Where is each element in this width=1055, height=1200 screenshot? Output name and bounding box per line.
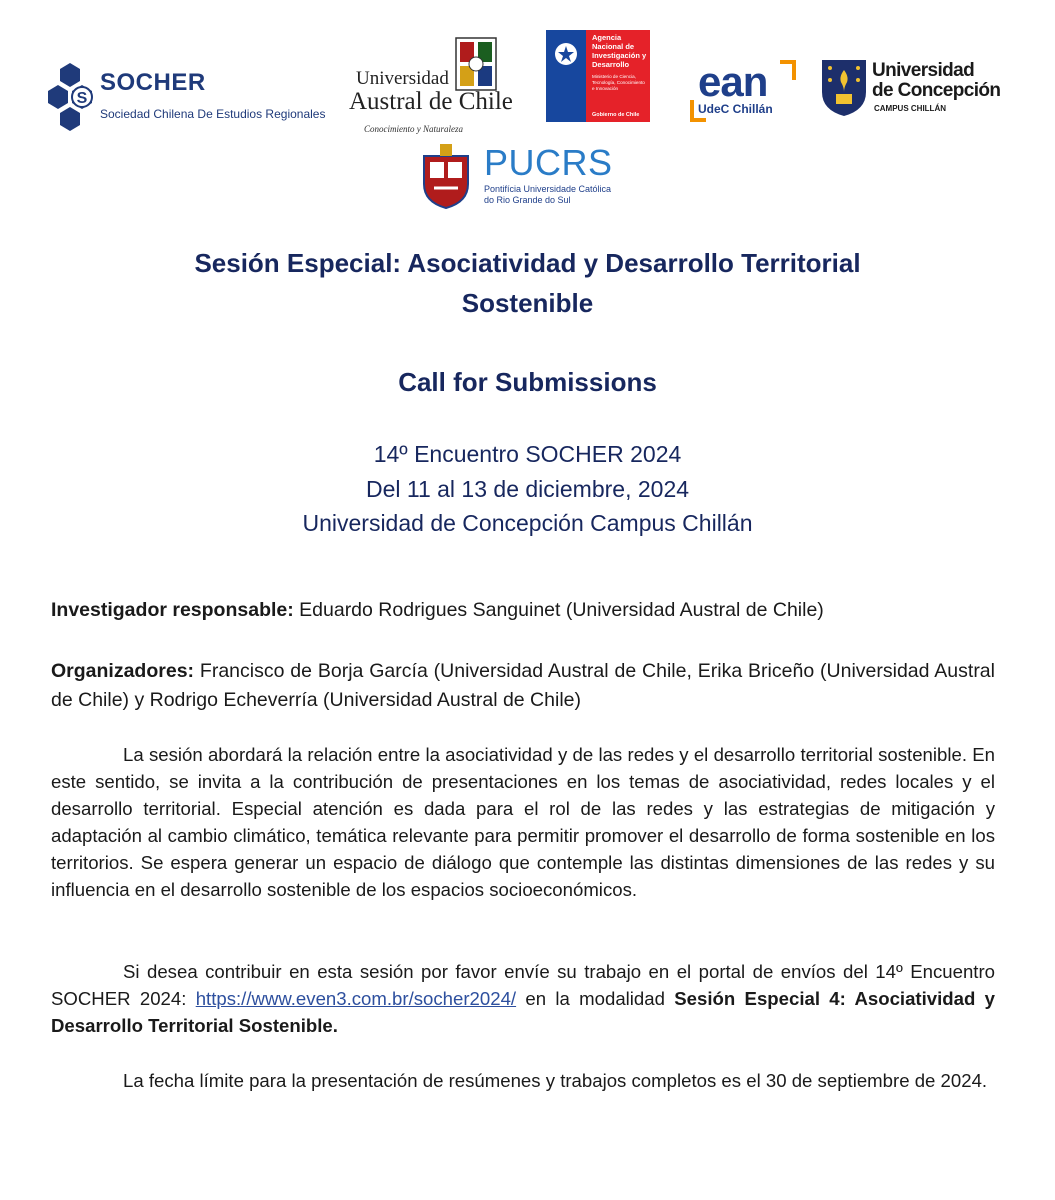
pucrs-line2: do Rio Grande do Sul: [484, 195, 571, 205]
socher-name: SOCHER: [100, 69, 206, 96]
uach-line1: Universidad: [356, 68, 449, 89]
chile-coat-of-arms-icon: [546, 34, 586, 74]
ean-logo: [688, 58, 798, 128]
socher-subtitle: Sociedad Chilena De Estudios Regionales: [100, 107, 326, 121]
event-venue: Universidad de Concepción Campus Chillán: [302, 510, 753, 536]
anid-ministry: Ministerio de Ciencia, Tecnología, Conocimiento e Innovación: [592, 74, 645, 91]
responsible-value: Eduardo Rodrigues Sanguinet (Universidad Austral de Chile): [293, 599, 824, 621]
submission-modality-text: en la modalidad: [516, 988, 675, 1009]
pucrs-text: PUCRS: [484, 142, 613, 183]
submission-portal-link[interactable]: https://www.even3.com.br/socher2024/: [195, 988, 517, 1009]
anid-title: Agencia Nacional de Investigación y Desarrollo: [592, 33, 647, 69]
event-dates: Del 11 al 13 de diciembre, 2024: [365, 476, 690, 502]
submission-text: Si desea contribuir en esta sesión por favor envíe su trabajo en el portal de envíos del 14º Encuentro SOCHER 2024:: [51, 961, 995, 1009]
logo-header: [0, 30, 1055, 134]
uach-line2: Austral de Chile: [349, 88, 513, 115]
description-paragraph: La sesión abordará la relación entre la asociatividad y de las redes y el desarrollo territorial sostenible. En este sentido, se invita a la contribución de presentaciones en los temas de asociatividad, redes locales y el desarrollo territorial. Especial atención es dada para el rol de las redes y las estrategias de mitigación y adaptación al cambio climático, temática relevante para permitir promover el desarrollo de forma sostenible en los territorios. Se espera generar un espacio de diálogo que contemple las distintas dimensiones de las redes y su influencia en el desarrollo sostenible de los espacios socioeconómicos.: [51, 744, 995, 900]
anid-blue-bar: [546, 30, 586, 122]
responsible-label: Investigador responsable:: [51, 599, 294, 621]
pucrs-line1: Pontifícia Universidade Católica: [484, 184, 612, 194]
uach-crest-icon: [454, 36, 498, 94]
submission-paragraph: [51, 958, 995, 1039]
organizers: [51, 657, 995, 715]
pucrs-crest-icon: [418, 142, 474, 210]
anid-logo: [546, 30, 650, 122]
socher-logo: [48, 63, 328, 133]
ean-text: ean: [698, 58, 768, 105]
udec-campus: CAMPUS CHILLÁN: [874, 104, 946, 113]
udec-line2: de Concepción: [872, 80, 1001, 101]
pucrs-logo: [418, 142, 628, 212]
udec-line1: Universidad: [872, 60, 975, 81]
organizers-value: Francisco de Borja García (Universidad Austral de Chile, Erika Briceño (Universidad Austral de Chile) y Rodrigo Echeverría (Universidad Austral de Chile): [51, 660, 995, 711]
organizers-label: Organizadores:: [51, 660, 195, 682]
session-title-line1: Sesión Especial: Asociatividad y Desarrollo Territorial: [194, 248, 861, 278]
deadline-paragraph: La fecha límite para la presentación de resúmenes y trabajos completos es el 30 de septiembre de 2024.: [123, 1070, 988, 1091]
ean-campus: UdeC Chillán: [698, 102, 773, 116]
uach-logo: [348, 40, 513, 135]
call-for-submissions: Call for Submissions: [398, 367, 657, 397]
svg-text:S: S: [76, 90, 88, 107]
socher-hexagon-icon: [48, 63, 108, 133]
responsible-researcher: [51, 597, 995, 624]
uach-tagline: Conocimiento y Naturaleza: [364, 124, 463, 134]
session-title-line2: Sostenible: [461, 288, 594, 318]
event-name: 14º Encuentro SOCHER 2024: [373, 441, 682, 467]
udec-shield-icon: [820, 58, 868, 118]
submission-session-name: Sesión Especial 4: Asociatividad y Desarrollo Territorial Sostenible.: [51, 988, 995, 1036]
anid-gov: Gobierno de Chile: [592, 112, 640, 118]
udec-logo: [820, 58, 1000, 120]
